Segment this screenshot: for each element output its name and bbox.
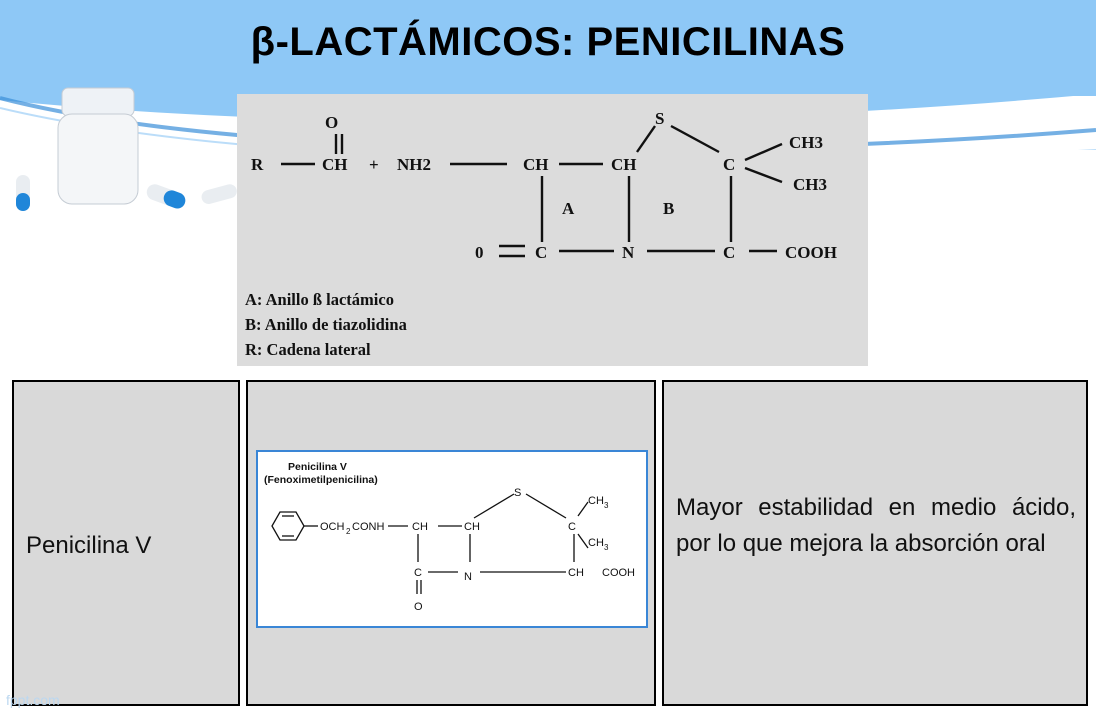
penv-n: N bbox=[464, 571, 472, 583]
structure-legend bbox=[245, 287, 407, 362]
table-cell-structure bbox=[246, 380, 656, 706]
legend-item-a: A: Anillo ß lactámico bbox=[245, 290, 394, 309]
penv-ch-a: CH bbox=[412, 521, 428, 533]
penv-o: O bbox=[414, 601, 423, 613]
atom-ch3-a: CH3 bbox=[789, 133, 823, 152]
penv-c-low: C bbox=[414, 567, 422, 579]
atom-n: N bbox=[622, 243, 635, 262]
atom-s: S bbox=[655, 109, 665, 128]
penicillin-name: Penicilina V bbox=[26, 532, 152, 559]
atom-r: R bbox=[251, 155, 264, 174]
penv-ch-low: CH bbox=[568, 567, 584, 579]
penv-ch3-bot: CH bbox=[588, 537, 604, 549]
table-cell-name bbox=[12, 380, 240, 706]
penicillin-description: Mayor estabilidad en medio ácido, por lo que mejora la absorción oral bbox=[676, 494, 1076, 557]
penv-ch3-top: CH bbox=[588, 495, 604, 507]
penv-conh: CONH bbox=[352, 521, 385, 533]
atom-ch-1: CH bbox=[322, 155, 348, 174]
penv-s: S bbox=[514, 487, 522, 499]
penv-title: Penicilina V bbox=[288, 461, 347, 473]
atom-c-top: C bbox=[723, 155, 736, 174]
atom-plus: + bbox=[369, 155, 379, 174]
penv-subtitle: (Fenoximetilpenicilina) bbox=[264, 474, 378, 486]
ring-label-b: B bbox=[663, 199, 675, 218]
penv-ch3-top-sub: 3 bbox=[604, 501, 609, 510]
penv-cooh: COOH bbox=[602, 567, 635, 579]
table-cell-description bbox=[662, 380, 1088, 706]
penv-och2: OCH bbox=[320, 521, 345, 533]
atom-c-right: C bbox=[723, 243, 736, 262]
legend-item-r: R: Cadena lateral bbox=[245, 340, 371, 359]
penicillin-table bbox=[10, 380, 1088, 710]
legend-item-b: B: Anillo de tiazolidina bbox=[245, 315, 407, 334]
penicillin-general-structure bbox=[237, 94, 868, 366]
atom-ch-3: CH bbox=[611, 155, 637, 174]
pill-bottle-decoration bbox=[0, 80, 240, 220]
ring-label-a: A bbox=[562, 199, 575, 218]
penv-c: C bbox=[568, 521, 576, 533]
watermark: fppt.com bbox=[6, 692, 60, 708]
atom-o-top: O bbox=[325, 113, 339, 132]
atom-ch3-b: CH3 bbox=[793, 175, 827, 194]
atom-nh2: NH2 bbox=[397, 155, 431, 174]
penv-ch3-bot-sub: 3 bbox=[604, 543, 609, 552]
penicillin-v-structure bbox=[256, 450, 648, 628]
slide-title: β-LACTÁMICOS: PENICILINAS bbox=[250, 20, 846, 64]
penv-och2-sub: 2 bbox=[346, 527, 351, 536]
atom-o-left: 0 bbox=[475, 243, 484, 262]
atom-c-left: C bbox=[535, 243, 548, 262]
penv-ch-b: CH bbox=[464, 521, 480, 533]
atom-cooh: COOH bbox=[785, 243, 837, 262]
atom-ch-2: CH bbox=[523, 155, 549, 174]
